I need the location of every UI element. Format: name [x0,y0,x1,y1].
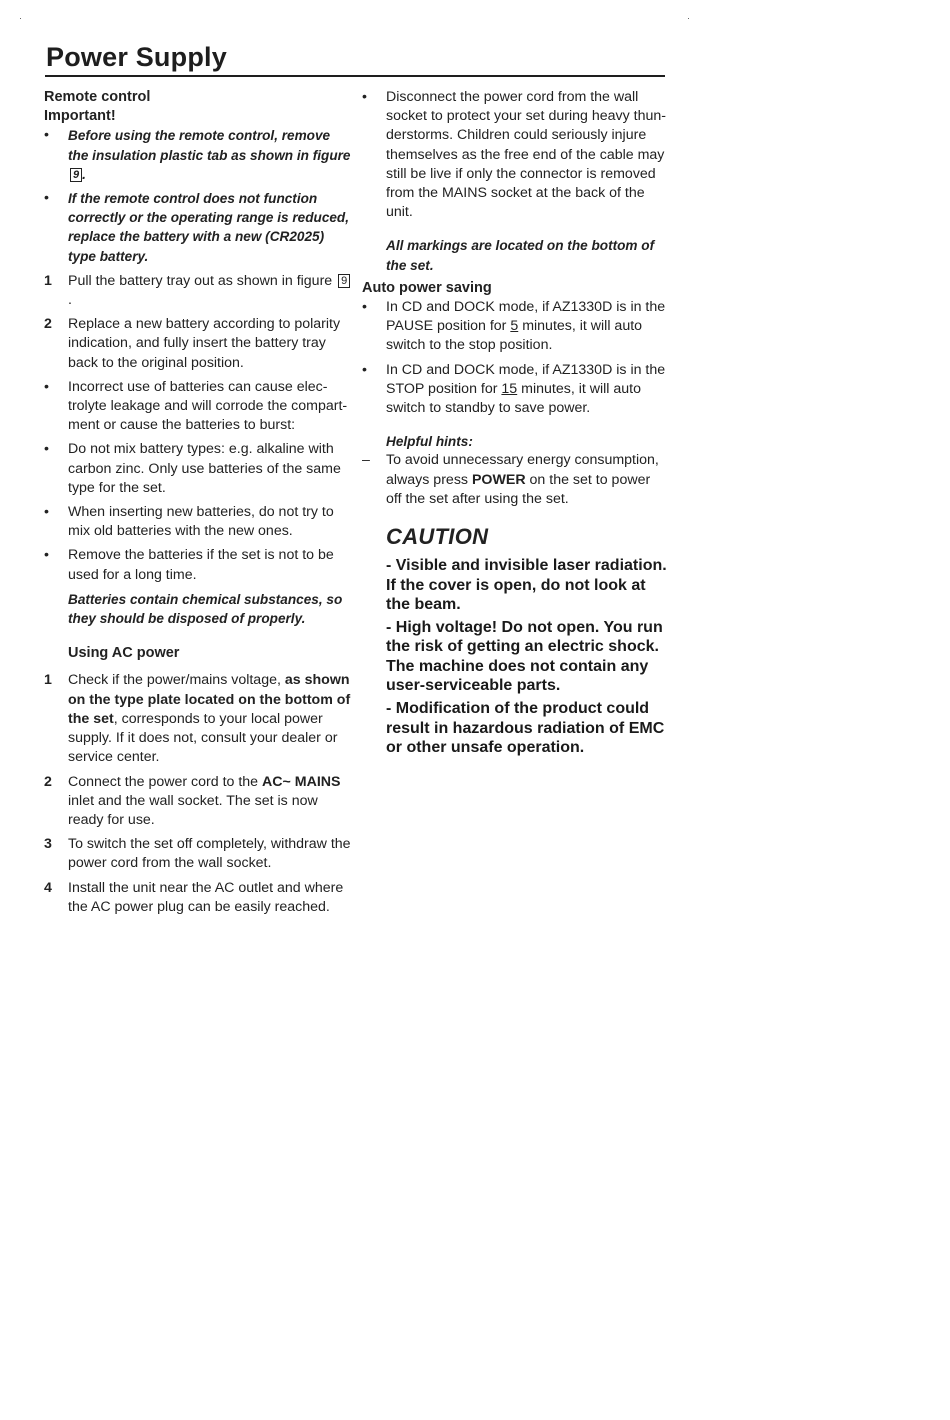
caution-item-laser: - Visible and invisible laser radiation. If the cover is open, do not look at the beam. [386,557,667,613]
bullet-icon: • [44,190,49,207]
step-text: Replace a new battery according to polarity indication, and fully insert the battery tray back to the original position. [68,316,341,371]
hint-text: on the set to power off the set after using the set. [386,471,651,507]
battery-bullet-2 [44,440,354,498]
step-text-bold: AC~ MAINS [262,773,341,790]
page-title: Power Supply [46,42,227,72]
punctuation: . [82,166,86,182]
bullet-text: Do not mix battery types: e.g. alkaline with carbon zinc. Only use batteries of the same type for the set. [68,441,341,496]
title-rule [45,75,665,77]
auto-power-bullet-2 [362,361,667,419]
bullet-text: minutes, it will auto switch to standby to save power. [386,380,642,417]
minutes-value: 5 [510,318,519,335]
ac-step-3 [44,835,354,873]
bullet-icon: • [44,504,49,521]
left-column [44,88,354,922]
step-text: Connect the power cord to the [68,773,259,790]
step-number: 1 [44,672,52,689]
bullet-icon: • [44,441,49,458]
bullet-text: Remove the batteries if the set is not to be used for a long time. [68,547,334,583]
step-text: To switch the set off completely, withdraw the power cord from the wall socket. [68,836,351,872]
bullet-text: In CD and DOCK mode, if AZ1330D is in the STOP position for [386,361,666,397]
step-number: 2 [44,773,52,790]
punctuation: . [68,292,72,309]
auto-power-bullet-1 [362,298,667,356]
step-2 [44,315,354,373]
disconnect-bullet [362,88,667,222]
battery-bullet-1 [44,378,354,436]
crop-mark-right [688,18,689,19]
step-text: Check if the power/mains voltage, [68,672,281,689]
bullet-icon: • [362,299,367,316]
hint-text: To avoid unnecessary energy consumption, always press [386,452,659,488]
bullet-text: minutes, it will auto switch to the stop position. [386,318,643,354]
ac-step-4 [44,879,354,917]
helpful-hint [362,451,667,509]
important-text: Before using the remote control, remove the insulation plastic tab as shown in figure [68,128,351,163]
figure-reference: 9 [70,168,82,182]
helpful-hints-heading: Helpful hints: [386,434,473,450]
figure-reference: 9 [338,274,350,288]
important-bullet-1 [44,126,354,184]
ac-power-heading: Using AC power [68,645,180,662]
crop-mark-left [20,18,21,19]
bullet-text: Incorrect use of batteries can cause elec- trolyte leakage and will corrode the compart- ment or cause the batteries to burst: [68,378,348,434]
step-text: inlet and the wall socket. The set is now ready for use. [68,792,318,828]
chemical-warning: Batteries contain chemical substances, so they should be disposed of properly. [68,591,343,627]
step-number: 3 [44,836,52,853]
step-number: 1 [44,272,52,289]
bullet-icon: • [362,361,367,378]
step-1 [44,272,354,310]
important-text: If the remote control does not function correctly or the operating range is reduced, replace the battery with a new (CR2025) type battery. [68,191,350,264]
bullet-icon: • [44,127,49,144]
step-number: 2 [44,316,52,333]
ac-step-1 [44,671,354,767]
ac-step-2 [44,773,354,831]
important-label: Important! [44,108,116,125]
battery-bullet-3 [44,503,354,541]
caution-item-voltage: - High voltage! Do not open. You run the risk of getting an electric shock. The machine does not contain any user-serviceable parts. [386,619,663,695]
step-number: 4 [44,879,52,896]
step-text-bold: as shown on the type plate located on the bottom of the set [68,672,351,727]
battery-bullet-4 [44,546,354,584]
bullet-icon: • [362,89,367,105]
caution-title: CAUTION [386,524,489,550]
step-text: Pull the battery tray out as shown in figure [68,272,333,289]
right-column [362,88,667,761]
minutes-value: 15 [501,380,518,397]
important-bullet-2 [44,189,354,266]
step-text: Install the unit near the AC outlet and where the AC power plug can be easily reached. [68,879,344,915]
bullet-text: Disconnect the power cord from the wall socket to protect your set during heavy thun- derstorms. Children could seriously injure themselves as the free end of the cable may still be live if only the connector is removed from the MAINS socket at the back of the unit. [386,89,666,221]
bullet-text: When inserting new batteries, do not try to mix old batteries with the new ones. [68,504,334,540]
dash-icon: – [362,452,370,469]
markings-note: All markings are located on the bottom of the set. [386,238,655,273]
bullet-icon: • [44,378,49,395]
caution-item-emc: - Modification of the product could result in hazardous radiation of EMC or other unsafe operation. [386,700,665,756]
remote-control-heading: Remote control [44,89,151,105]
bullet-text: In CD and DOCK mode, if AZ1330D is in the PAUSE position for [386,299,666,335]
power-button-label: POWER [471,471,526,488]
bullet-icon: • [44,547,49,564]
auto-power-saving-heading: Auto power saving [362,279,492,296]
step-text: , corresponds to your local power supply. If it does not, consult your dealer or service center. [68,710,338,766]
